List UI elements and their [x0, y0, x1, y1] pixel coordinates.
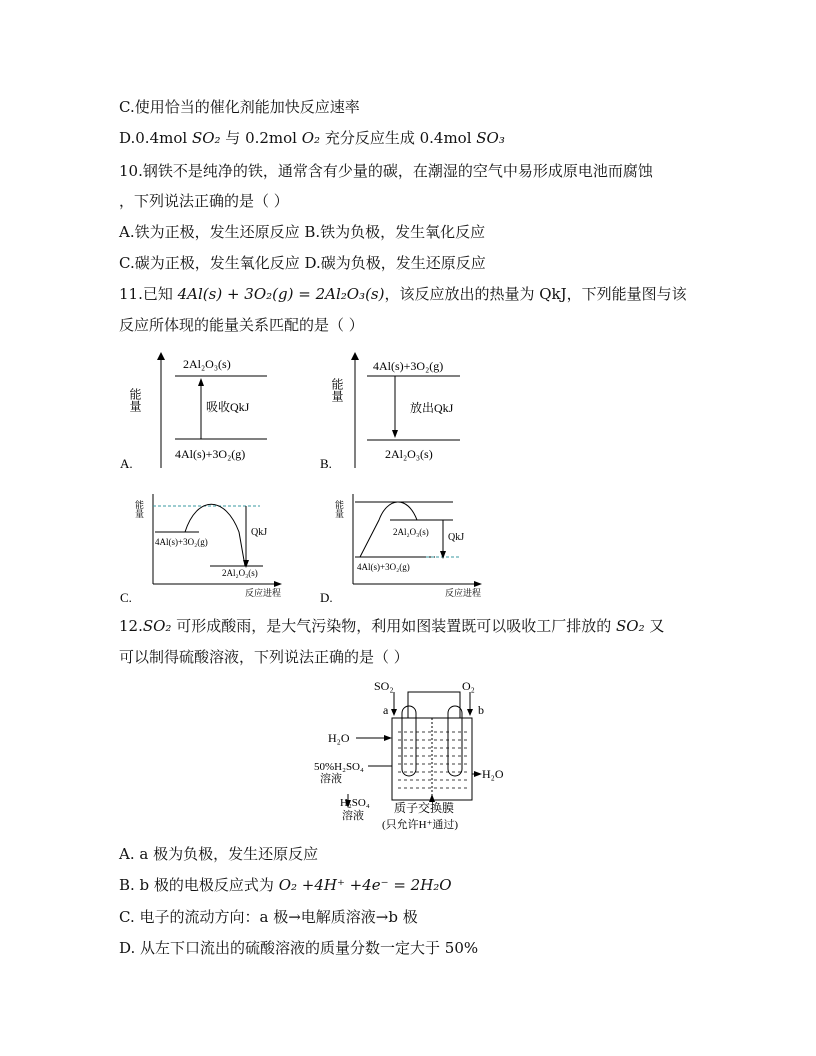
acid-outlet-label: H₂SO₄ [340, 797, 370, 809]
reactant-label: 4Al(s)+3O₂(g) [155, 537, 208, 547]
energy-change-label: 放出QkJ [410, 401, 454, 415]
energy-diagram-d [315, 490, 490, 608]
q9-option-d [119, 127, 505, 149]
product-label: 2Al₂O₃(s) [393, 527, 429, 537]
q-label: QkJ [448, 532, 465, 543]
q12-mid: 可形成酸雨，是大气污染物，利用如图装置既可以吸收工厂排放的 [171, 617, 616, 635]
water-inlet-label: H₂O [328, 731, 350, 745]
electrode-b-label: b [478, 703, 484, 717]
o2-inlet-label: O₂ [462, 679, 475, 693]
x-axis-label: 反应进程 [445, 588, 482, 598]
energy-change-label: 吸收QkJ [206, 400, 250, 414]
option-c-label: C. [120, 590, 132, 605]
so3-formula: SO₃ [476, 129, 505, 147]
y-axis-label: 能量 [128, 388, 142, 412]
water-outlet-label: H₂O [482, 767, 504, 781]
x-axis-label: 反应进程 [245, 588, 282, 598]
q11-stem-line2: 反应所体现的能量关系匹配的是（ ） [119, 316, 364, 334]
q12-option-c: C. 电子的流动方向：a 极→电解质溶液→b 极 [119, 908, 418, 926]
o2-formula: O₂ [301, 129, 321, 147]
top-level-label: 2Al₂O₃(s) [183, 357, 231, 371]
q9-d-text: D.0.4mol [119, 129, 192, 147]
q12-b-equation: O₂ +4H⁺ +4e⁻ = 2H₂O [278, 876, 452, 894]
so2-formula: SO₂ [142, 617, 172, 635]
q10-options-cd: C.碳为正极，发生氧化反应 D.碳为负极，发生还原反应 [119, 254, 486, 272]
q12-stem-line2: 可以制得硫酸溶液，下列说法正确的是（ ） [119, 648, 409, 666]
q9-option-c: C.使用恰当的催化剂能加快反应速率 [119, 98, 360, 116]
option-b-label: B. [320, 456, 332, 471]
bottom-level-label: 2Al₂O₃(s) [385, 447, 433, 461]
option-d-label: D. [320, 590, 333, 605]
product-label: 2Al₂O₃(s) [222, 568, 258, 578]
so2-formula: SO₂ [191, 129, 221, 147]
energy-diagram-b [315, 350, 485, 475]
outlet-solution-label: 溶液 [342, 810, 364, 822]
so2-formula-2: SO₂ [616, 617, 645, 635]
q12-stem-line1 [119, 615, 664, 637]
q12-b-text: B. b 极的电极反应式为 [119, 876, 279, 894]
membrane-note: (只允许H⁺通过) [382, 819, 459, 831]
q10-stem-line1: 10.钢铁不是纯净的铁，通常含有少量的碳，在潮湿的空气中易形成原电池而腐蚀 [119, 162, 653, 180]
membrane-label: 质子交换膜 [394, 801, 455, 815]
q11-suffix: ，该反应放出的热量为 QkJ，下列能量图与该 [384, 285, 687, 303]
q11-prefix: 11.已知 [119, 285, 178, 303]
q12-suffix: 又 [644, 617, 665, 635]
bottom-level-label: 4Al(s)+3O₂(g) [175, 447, 246, 461]
q9-d-text2: 与 0.2mol [220, 129, 302, 147]
so2-inlet-label: SO₂ [374, 679, 394, 693]
y-axis-label: 能量 [134, 500, 144, 518]
q-label: QkJ [251, 527, 268, 538]
acid-solution-label: 50%H₂SO₄ [314, 761, 364, 773]
energy-diagram-a [115, 350, 285, 475]
fuel-cell-apparatus [314, 676, 520, 836]
q12-option-b [119, 874, 452, 896]
option-a-label: A. [120, 456, 133, 471]
q12-option-d: D. 从左下口流出的硫酸溶液的质量分数一定大于 50% [119, 939, 479, 957]
q11-equation: 4Al(s) + 3O₂(g) = 2Al₂O₃(s) [177, 285, 385, 303]
electrode-a-label: a [383, 703, 389, 717]
y-axis-label: 能量 [330, 378, 344, 402]
q12-prefix: 12. [119, 617, 143, 635]
q11-stem-line1 [119, 283, 687, 305]
top-level-label: 4Al(s)+3O₂(g) [373, 359, 444, 373]
q12-option-a: A. a 极为负极，发生还原反应 [119, 845, 319, 863]
y-axis-label: 能量 [334, 500, 344, 518]
q10-options-ab: A.铁为正极，发生还原反应 B.铁为负极，发生氧化反应 [119, 223, 486, 241]
q9-d-text3: 充分反应生成 0.4mol [320, 129, 477, 147]
solution-label: 溶液 [320, 773, 342, 785]
energy-diagram-c [115, 490, 290, 608]
reactant-label: 4Al(s)+3O₂(g) [357, 562, 410, 572]
q10-stem-line2: ，下列说法正确的是（ ） [119, 192, 289, 210]
